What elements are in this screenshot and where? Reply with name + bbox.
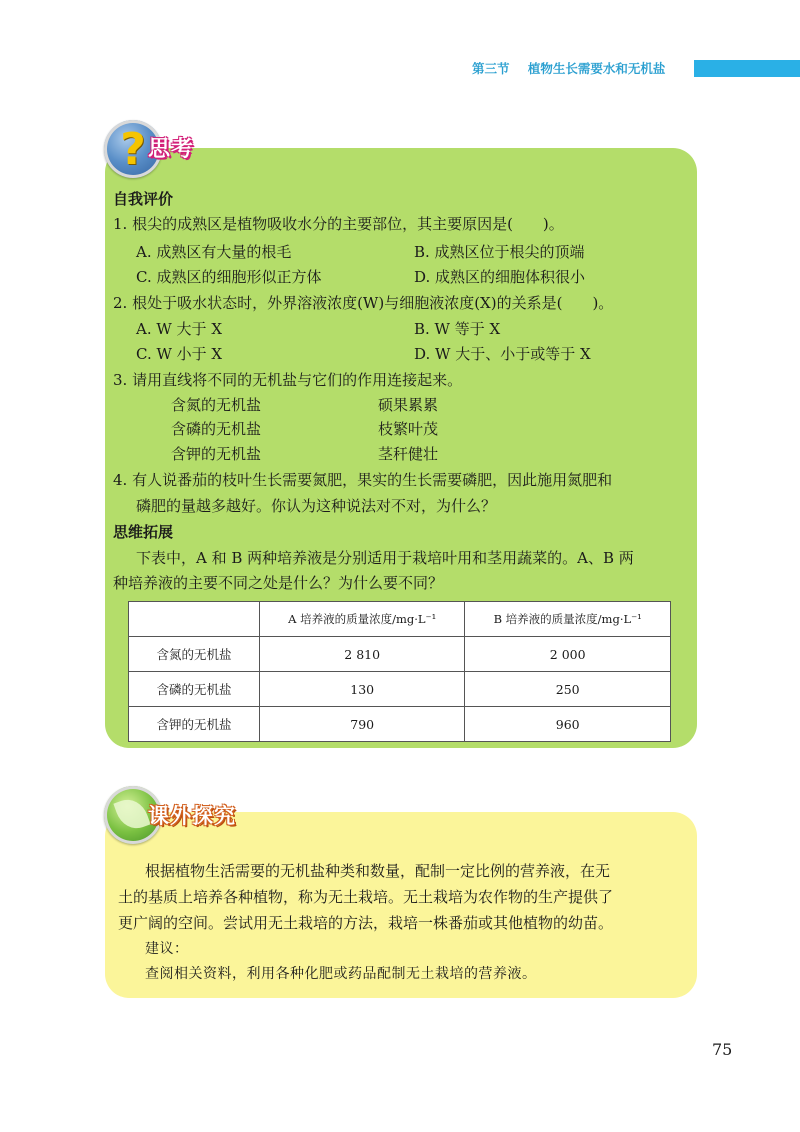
self-eval-heading: 自我评价 <box>113 190 174 208</box>
table-row <box>129 707 671 742</box>
explore-badge-label: 课外探究 <box>148 804 236 828</box>
q2-option-a: A. W 大于 X <box>136 320 223 338</box>
table-cell: 250 <box>465 672 671 707</box>
extend-text-line1: 下表中，A 和 B 两种培养液是分别适用于栽培叶用和茎用蔬菜的。A、B 两 <box>136 549 634 567</box>
table-cell: 2 000 <box>465 637 671 672</box>
question-4-line2: 磷肥的量越多越好。你认为这种说法对不对，为什么？ <box>136 497 497 515</box>
question-1: 1. 根尖的成熟区是植物吸收水分的主要部位，其主要原因是( )。 <box>113 215 564 233</box>
think-badge-label: 思考 <box>148 137 195 162</box>
question-mark-icon: ? <box>104 120 162 178</box>
header-accent-bar <box>694 60 800 77</box>
table-header-cell: A 培养液的质量浓度/mg·L⁻¹ <box>260 602 465 637</box>
q2-option-c: C. W 小于 X <box>136 345 223 363</box>
table-row <box>129 637 671 672</box>
q1-option-a: A. 成熟区有大量的根毛 <box>136 243 292 261</box>
table-cell: 含钾的无机盐 <box>129 707 260 742</box>
question-2: 2. 根处于吸水状态时，外界溶液浓度(W)与细胞液浓度(X)的关系是( )。 <box>113 294 614 312</box>
q3-left-item: 含钾的无机盐 <box>171 445 262 463</box>
page-number: 75 <box>712 1040 733 1059</box>
table-cell: 960 <box>465 707 671 742</box>
nutrient-table <box>128 601 671 742</box>
explore-text-line2: 土的基质上培养各种植物，称为无土栽培。无土栽培为农作物的生产提供了 <box>118 888 614 906</box>
suggest-text: 查阅相关资料，利用各种化肥或药品配制无土栽培的营养液。 <box>145 966 537 982</box>
q1-option-b: B. 成熟区位于根尖的顶端 <box>414 243 585 261</box>
q3-right-item: 枝繁叶茂 <box>378 420 439 438</box>
table-header-cell <box>129 602 260 637</box>
section-number: 第三节 <box>472 61 510 76</box>
running-header <box>472 59 665 77</box>
table-cell: 790 <box>260 707 465 742</box>
q2-option-b: B. W 等于 X <box>414 320 501 338</box>
extend-heading: 思维拓展 <box>113 523 174 541</box>
table-row <box>129 672 671 707</box>
extend-text-line2: 种培养液的主要不同之处是什么？为什么要不同？ <box>113 574 444 592</box>
question-4-line1: 4. 有人说番茄的枝叶生长需要氮肥，果实的生长需要磷肥，因此施用氮肥和 <box>113 471 613 489</box>
suggest-label: 建议： <box>145 941 189 957</box>
section-title: 植物生长需要水和无机盐 <box>527 61 666 76</box>
table-cell: 含氮的无机盐 <box>129 637 260 672</box>
table-header-cell: B 培养液的质量浓度/mg·L⁻¹ <box>465 602 671 637</box>
explore-text-line1: 根据植物生活需要的无机盐种类和数量，配制一定比例的营养液，在无 <box>145 862 611 880</box>
explore-text-line3: 更广阔的空间。尝试用无土栽培的方法，栽培一株番茄或其他植物的幼苗。 <box>118 914 614 932</box>
q3-right-item: 茎秆健壮 <box>378 445 439 463</box>
q3-left-item: 含氮的无机盐 <box>171 396 262 414</box>
q1-option-c: C. 成熟区的细胞形似正方体 <box>136 268 322 286</box>
table-cell: 2 810 <box>260 637 465 672</box>
question-3: 3. 请用直线将不同的无机盐与它们的作用连接起来。 <box>113 371 463 389</box>
q3-left-item: 含磷的无机盐 <box>171 420 262 438</box>
q2-option-d: D. W 大于、小于或等于 X <box>414 345 591 363</box>
q1-option-d: D. 成熟区的细胞体积很小 <box>414 268 586 286</box>
table-cell: 130 <box>260 672 465 707</box>
table-header-row <box>129 602 671 637</box>
table-cell: 含磷的无机盐 <box>129 672 260 707</box>
q3-right-item: 硕果累累 <box>378 396 439 414</box>
